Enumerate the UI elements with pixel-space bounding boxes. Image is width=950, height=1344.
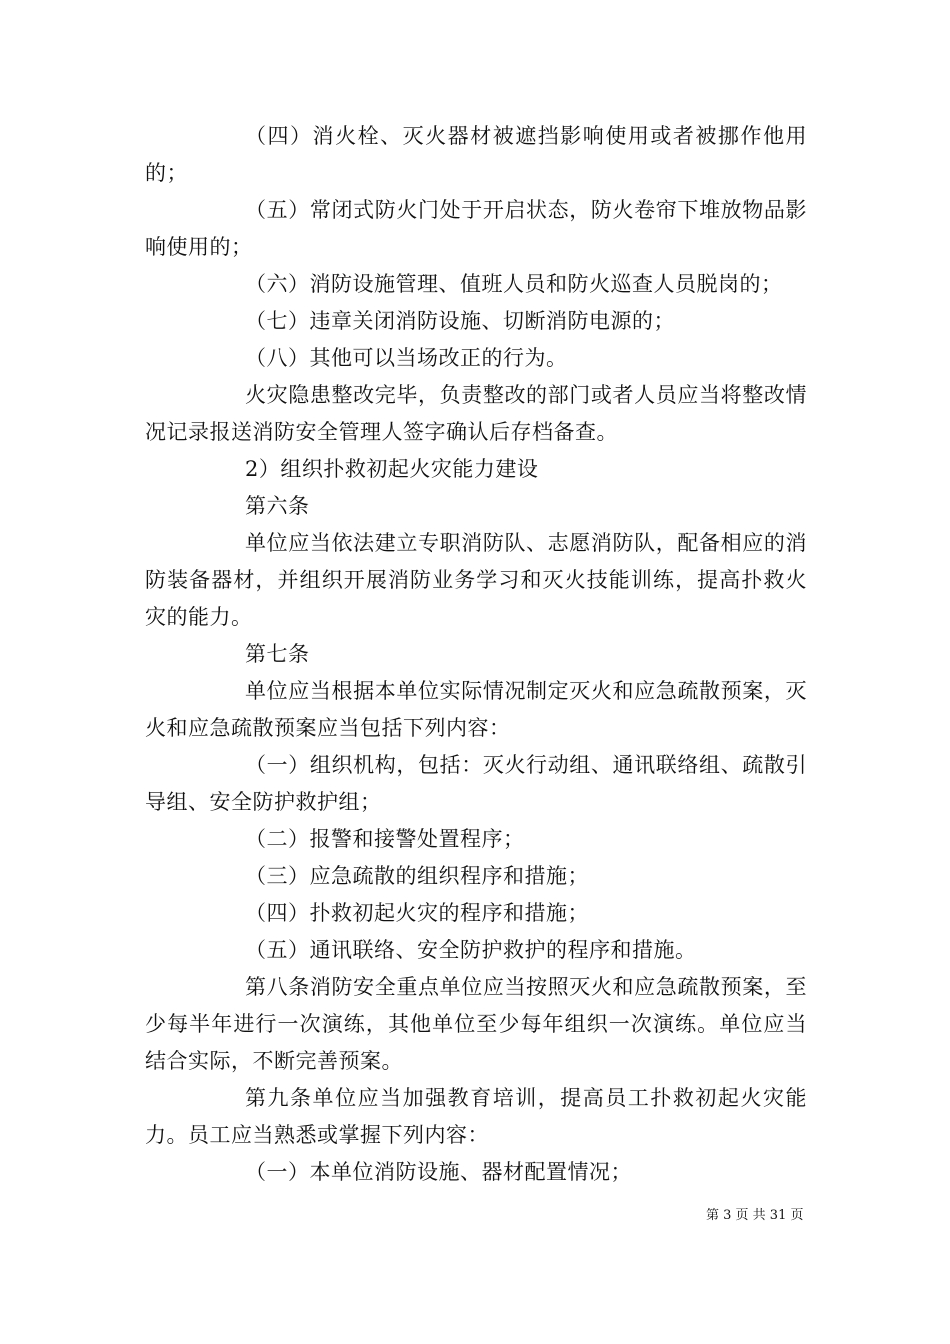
paragraph-item-6: （六）消防设施管理、值班人员和防火巡查人员脱岗的；: [245, 272, 783, 296]
paragraph-item-7: （七）违章关闭消防设施、切断消防电源的；: [245, 309, 675, 333]
plan-item-5: （五）通讯联络、安全防护救护的程序和措施。: [245, 938, 697, 962]
article-6-heading: 第六条: [245, 494, 310, 518]
page-number: 第 3 页 共 31 页: [706, 1208, 804, 1223]
document-body: [145, 118, 807, 1191]
article-8-text: 第八条消防安全重点单位应当按照灭火和应急疏散预案，至少每半年进行一次演练，其他单位至少每年组织一次演练。单位应当结合实际，不断完善预案。: [145, 975, 807, 1073]
article-9-text: 第九条单位应当加强教育培训，提高员工扑救初起火灾能力。员工应当熟悉或掌握下列内容：: [145, 1086, 807, 1147]
plan-item-2: （二）报警和接警处置程序；: [245, 827, 525, 851]
article-7-text: 单位应当根据本单位实际情况制定灭火和应急疏散预案，灭火和应急疏散预案应当包括下列内容：: [145, 679, 807, 740]
paragraph-item-8: （八）其他可以当场改正的行为。: [245, 346, 568, 370]
paragraph-item-4: （四）消火栓、灭火器材被遮挡影响使用或者被挪作他用的；: [145, 124, 807, 185]
plan-item-4: （四）扑救初起火灾的程序和措施；: [245, 901, 589, 925]
section-heading: 2）组织扑救初起火灾能力建设: [245, 457, 539, 481]
plan-item-3: （三）应急疏散的组织程序和措施；: [245, 864, 589, 888]
paragraph-item-5: （五）常闭式防火门处于开启状态，防火卷帘下堆放物品影响使用的；: [145, 198, 807, 259]
article-7-heading: 第七条: [245, 642, 310, 666]
article-6-text: 单位应当依法建立专职消防队、志愿消防队，配备相应的消防装备器材，并组织开展消防业务学习和灭火技能训练，提高扑救火灾的能力。: [145, 531, 807, 629]
training-item-1: （一）本单位消防设施、器材配置情况；: [245, 1160, 632, 1184]
paragraph-rectification: 火灾隐患整改完毕，负责整改的部门或者人员应当将整改情况记录报送消防安全管理人签字确认后存档备查。: [145, 383, 807, 444]
plan-item-1: （一）组织机构，包括：灭火行动组、通讯联络组、疏散引导组、安全防护救护组；: [145, 753, 807, 814]
